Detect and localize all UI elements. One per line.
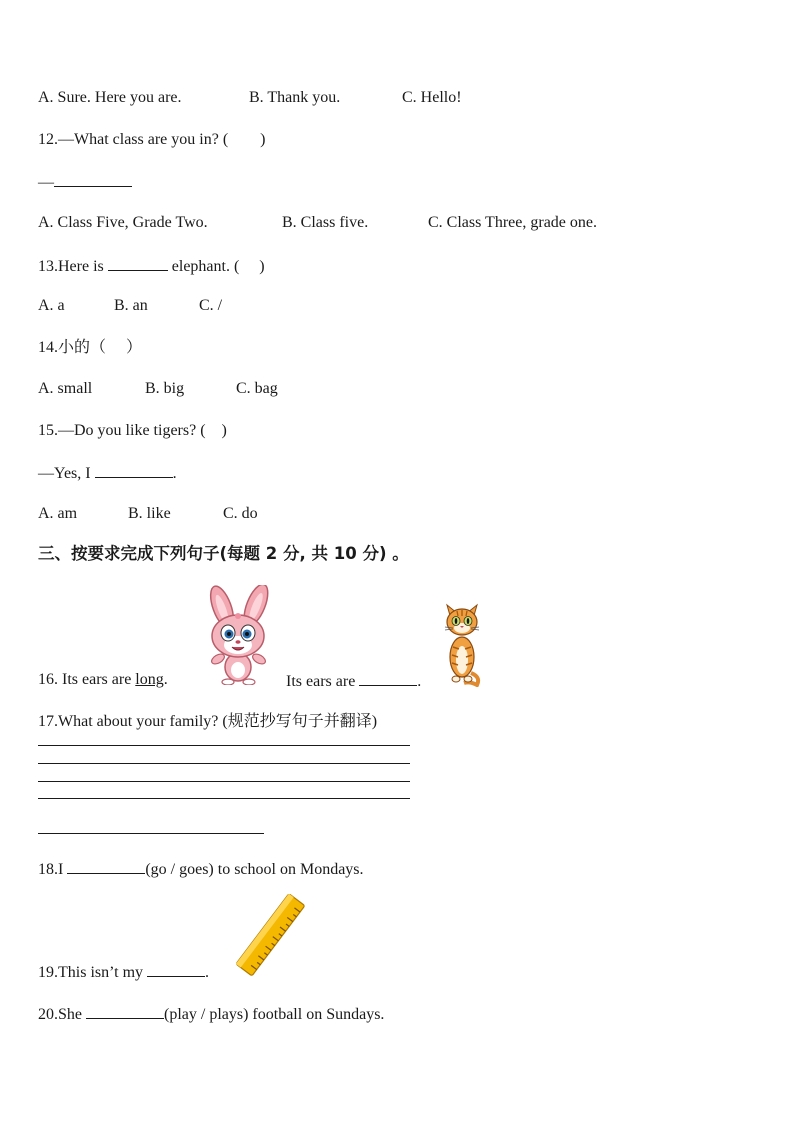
q12-options bbox=[38, 213, 597, 233]
q18-text-after: (go / goes) to school on Mondays. bbox=[145, 861, 364, 878]
q18-blank[interactable] bbox=[67, 858, 145, 874]
q16-line-part2 bbox=[286, 670, 421, 692]
q14-option-c: C. bag bbox=[236, 380, 278, 397]
q11-option-b: B. Thank you. bbox=[249, 89, 341, 106]
q16-period1: . bbox=[163, 671, 168, 688]
q17-writing-line[interactable] bbox=[38, 781, 410, 782]
section-3-heading: 三、按要求完成下列句子(每题 2 分, 共 10 分) 。 bbox=[38, 544, 409, 563]
q17-writing-line[interactable] bbox=[38, 798, 410, 799]
q18-text-before: 18.I bbox=[38, 861, 68, 878]
q13-text-after: elephant. ( ) bbox=[167, 258, 265, 275]
q18-line bbox=[38, 858, 364, 880]
q17-question bbox=[38, 712, 377, 732]
q13-options bbox=[38, 296, 222, 316]
q17-writing-line[interactable] bbox=[38, 745, 410, 746]
q15-option-c: C. do bbox=[223, 505, 258, 522]
q15-blank[interactable] bbox=[95, 462, 173, 478]
q13-text-before: 13.Here is bbox=[38, 258, 108, 275]
q14-question: 14.小的（ ） bbox=[38, 339, 143, 356]
q14-options bbox=[38, 379, 278, 399]
q13-option-a: A. a bbox=[38, 297, 65, 314]
q13-option-c: C. / bbox=[199, 297, 223, 314]
q16-line bbox=[38, 670, 168, 690]
q15-answer-before: —Yes, I bbox=[38, 465, 95, 482]
q12-answer-prefix: — bbox=[38, 174, 54, 191]
rabbit-picture bbox=[196, 585, 280, 685]
q12-option-b: B. Class five. bbox=[282, 214, 369, 231]
q13-blank[interactable] bbox=[108, 255, 168, 271]
q15-answer-after: . bbox=[172, 465, 177, 482]
q17-instruction-note: (规范抄写句子并翻译) bbox=[218, 713, 378, 730]
q20-line bbox=[38, 1003, 384, 1025]
q14-option-a: A. small bbox=[38, 380, 93, 397]
q12-option-a: A. Class Five, Grade Two. bbox=[38, 214, 208, 231]
q20-text-after: (play / plays) football on Sundays. bbox=[164, 1006, 385, 1023]
q19-line bbox=[38, 961, 209, 983]
q15-options bbox=[38, 504, 258, 524]
q15-question: 15.—Do you like tigers? ( ) bbox=[38, 422, 227, 439]
q16-blank[interactable] bbox=[359, 670, 417, 686]
q11-option-a: A. Sure. Here you are. bbox=[38, 89, 182, 106]
q14-option-b: B. big bbox=[145, 380, 185, 397]
q19-text-before: 19.This isn’t my bbox=[38, 964, 148, 981]
q17-translation-line[interactable] bbox=[38, 833, 264, 834]
q19-blank[interactable] bbox=[147, 961, 205, 977]
q11-options bbox=[38, 88, 462, 108]
cat-picture bbox=[437, 597, 487, 687]
q13-option-b: B. an bbox=[114, 297, 148, 314]
q20-blank[interactable] bbox=[86, 1003, 164, 1019]
q16-part1: 16. Its ears are bbox=[38, 671, 136, 688]
q15-answer-line bbox=[38, 462, 177, 484]
q12-answer-line bbox=[38, 171, 132, 193]
q16-part2: Its ears are bbox=[286, 673, 360, 690]
q15-option-b: B. like bbox=[128, 505, 171, 522]
q12-answer-blank[interactable] bbox=[54, 171, 132, 187]
q13-question bbox=[38, 255, 265, 277]
q12-option-c: C. Class Three, grade one. bbox=[428, 214, 597, 231]
q16-period2: . bbox=[417, 673, 422, 690]
q12-question: 12.—What class are you in? ( ) bbox=[38, 131, 266, 148]
q19-text-after: . bbox=[205, 964, 210, 981]
q11-option-c: C. Hello! bbox=[402, 89, 462, 106]
ruler-picture bbox=[234, 894, 310, 978]
q15-option-a: A. am bbox=[38, 505, 78, 522]
q20-text-before: 20.She bbox=[38, 1006, 86, 1023]
q17-question-text: 17.What about your family? bbox=[38, 713, 219, 730]
q17-writing-line[interactable] bbox=[38, 763, 410, 764]
q16-underlined-word: long bbox=[135, 671, 164, 688]
